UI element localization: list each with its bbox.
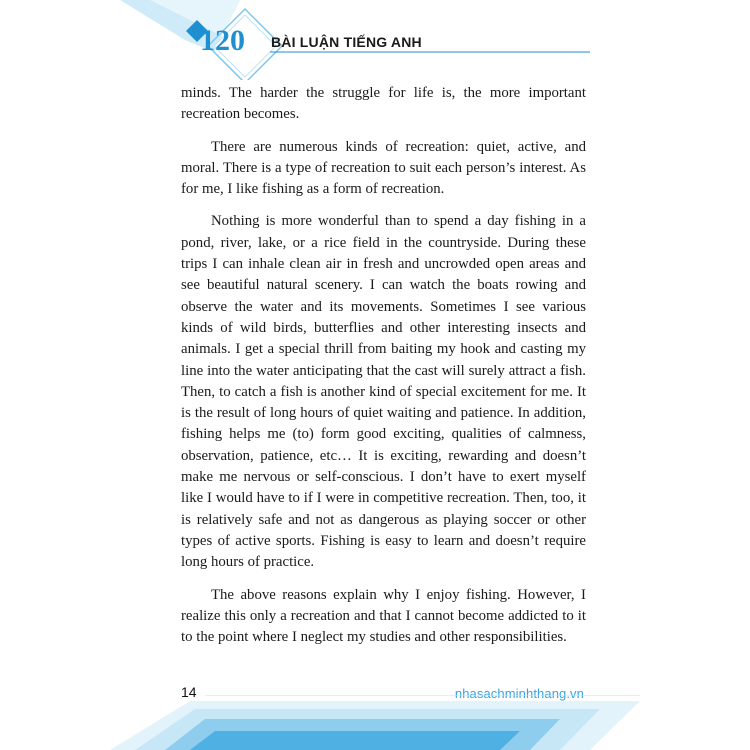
paragraph: The above reasons explain why I enjoy fishing. However, I realize this only a recreation and that I cannot become addicted to it to the point where I neglect my studies and other responsibilities. bbox=[181, 586, 586, 646]
paragraph: There are numerous kinds of recreation: quiet, active, and moral. There is a type of recreation to suit each person’s interest. As for me, I like fishing as a form of recreation. bbox=[181, 138, 586, 198]
running-header-title: BÀI LUẬN TIẾNG ANH bbox=[271, 34, 422, 50]
publisher-website: nhasachminhthang.vn bbox=[454, 686, 584, 701]
page-number: 14 bbox=[181, 684, 197, 700]
essay-collection-number: 120 bbox=[200, 24, 245, 57]
essay-body bbox=[181, 83, 586, 659]
footer-decoration bbox=[0, 695, 750, 750]
paragraph: Nothing is more wonderful than to spend a day fishing in a pond, river, lake, or a rice field in the countryside. During these trips I can inhale clean air in fresh and uncrowded open areas and see beautiful natural scenery. I can watch the boats rowing and observe the water and its movements. Sometimes I see various kinds of wild birds, butterflies and other interesting insects and animals. I get a special thrill from baiting my hook and casting my line into the water anticipating that the cast will surely attract a fish. Then, to catch a fish is another kind of special excitement for me. It is the result of long hours of quiet waiting and patience. In addition, fishing helps me (to) form good exciting, qualities of calmness, observation, patience, etc… It is exciting, rewarding and doesn’t make me nervous or self-conscious. I don’t have to exert myself like I would have to if I were in competitive recreation. Then, too, it is relatively safe and not as dangerous as playing soccer or other types of active sports. Fishing is easy to learn and doesn’t require long hours of practice. bbox=[181, 213, 586, 571]
paragraph: minds. The harder the struggle for life is, the more important recreation becomes. bbox=[181, 85, 586, 123]
